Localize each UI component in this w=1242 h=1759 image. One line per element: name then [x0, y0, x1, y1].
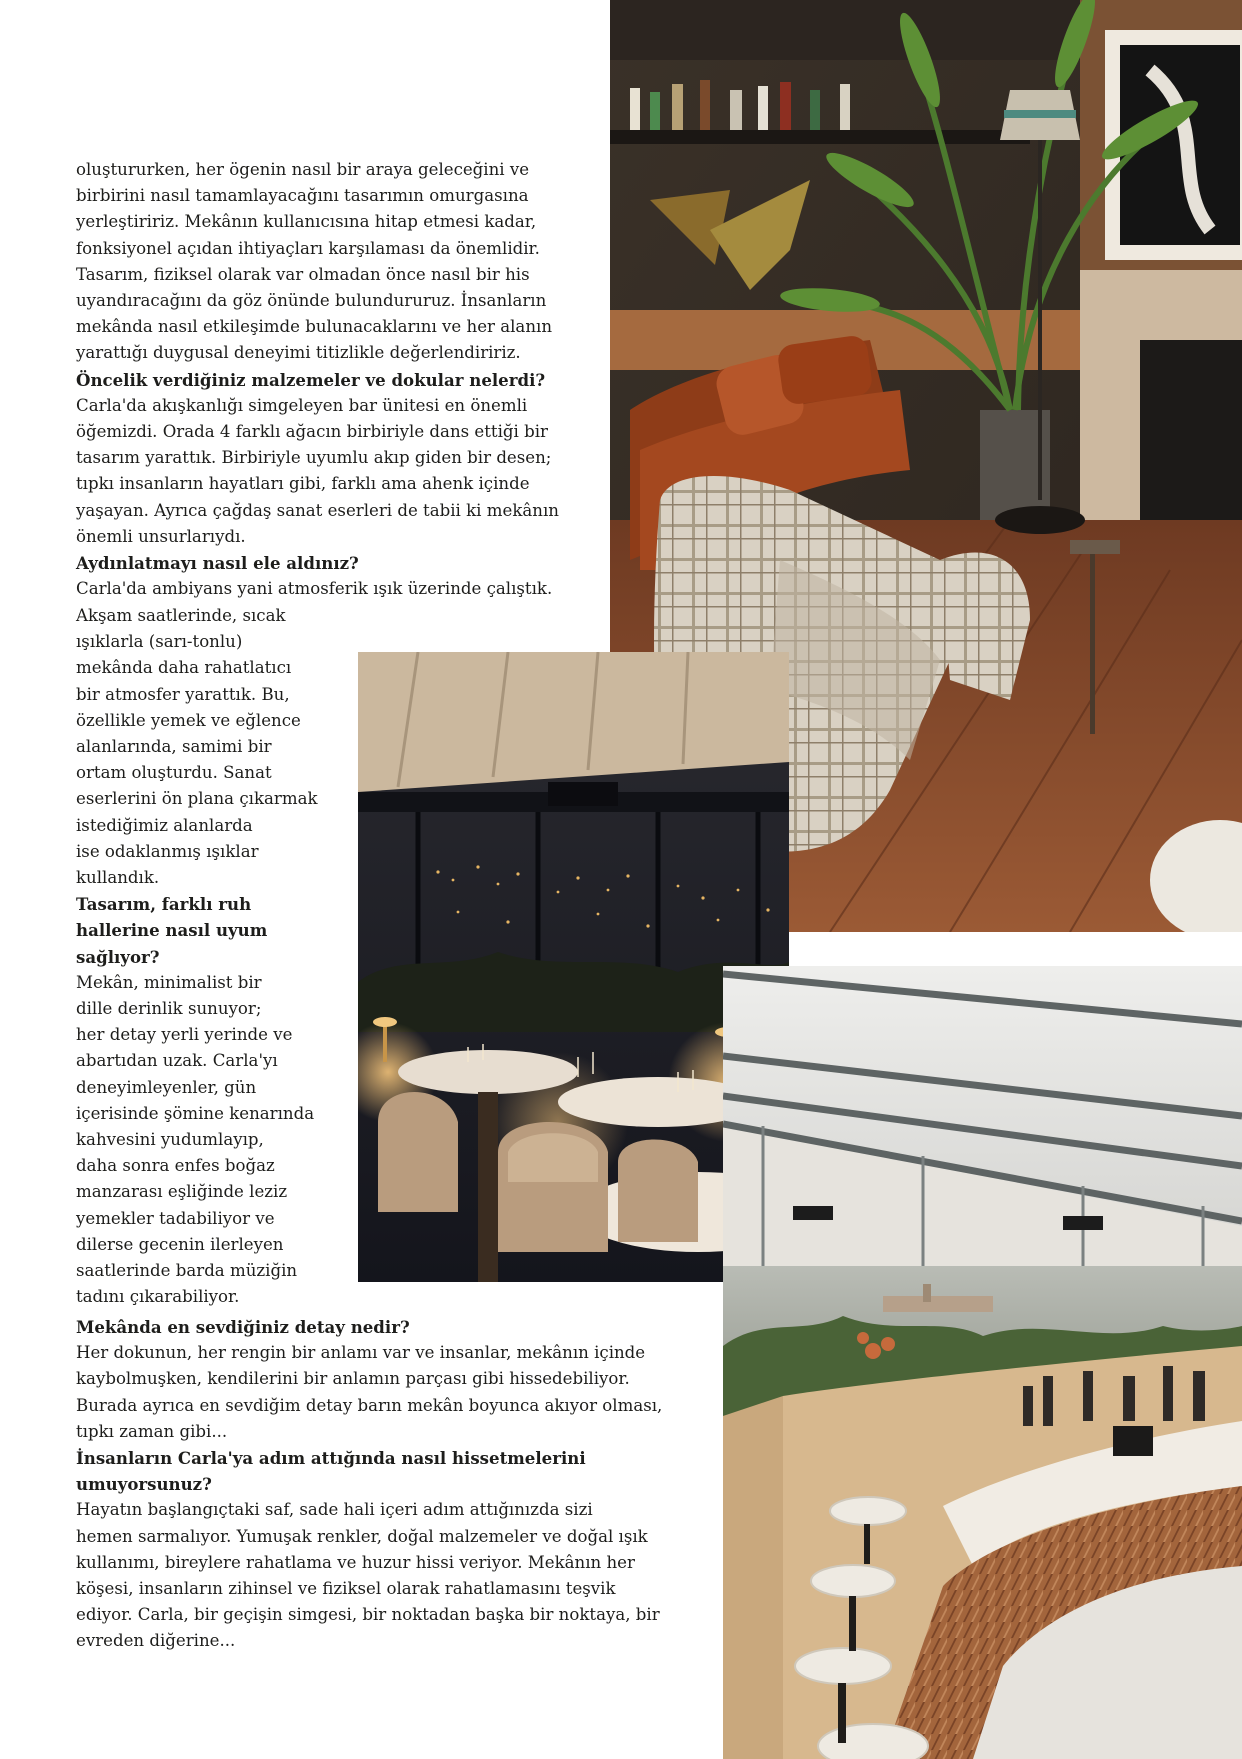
answer-moods: Mekân, minimalist bir dille derinlik sunuyor; her detay yerli yerinde ve abartıdan uzak. Carla'yı deneyimleyenler, gün içerisinde şömine kenarında kahvesini yudumlayıp, daha sonra enfes boğaz manzarası eşliğinde leziz yemekler tadabiliyor ve dilerse gecenin ilerleyen saatlerinde barda müziğin tadını çıkarabiliyor. [76, 972, 315, 1307]
article-text-bottom [76, 1314, 662, 1655]
answer-lighting-first-line: Carla'da ambiyans yani atmosferik ışık üzerinde çalıştık. [76, 579, 553, 599]
question-feeling: İnsanların Carla'ya adım attığında nasıl hissetmelerini umuyorsunuz? [76, 1448, 586, 1495]
answer-lighting-rest: Akşam saatlerinde, sıcak ışıklarla (sarı-tonlu) mekânda daha rahatlatıcı bir atmosfer yarattık. Bu, özellikle yemek ve eğlence alanlarında, samimi bir ortam oluşturdu. Sanat eserlerini ön plana çıkarmak istediğimiz alanlarda ise odaklanmış ışıklar kullandık. [76, 606, 318, 888]
intro-paragraph: oluştururken, her ögenin nasıl bir araya geleceğini ve birbirini nasıl tamamlayacağını tasarımın omurgasına yerleştiririz. Mekânın kullanıcısına hitap etmesi kadar, fonksiyonel açıdan ihtiyaçları karşılaması da önemlidir. Tasarım, fiziksel olarak var olmadan önce nasıl bir his uyandıracağını da göz önünde bulundururuz. İnsanların mekânda nasıl etkileşimde bulunacaklarını ve her alanın yarattığı duygusal deneyimi titizlikle değerlendiririz. [76, 160, 553, 363]
question-lighting: Aydınlatmayı nasıl ele aldınız? [76, 553, 359, 574]
answer-favourite-detail: Her dokunun, her rengin bir anlamı var ve insanlar, mekânın içinde kaybolmuşken, kendilerini bir anlamın parçası gibi hissedebiliyor. Burada ayrıca en sevdiğim detay barın mekân boyunca akıyor olması, tıpkı zaman gibi... [76, 1343, 663, 1441]
question-favourite-detail: Mekânda en sevdiğiniz detay nedir? [76, 1317, 410, 1337]
article-text-top [76, 157, 559, 602]
question-materials: Öncelik verdiğiniz malzemeler ve dokular nelerdi? [76, 369, 546, 390]
question-moods: Tasarım, farklı ruh hallerine nasıl uyum sağlıyor? [76, 894, 268, 967]
answer-feeling: Hayatın başlangıçtaki saf, sade hali içeri adım attığınızda sizi hemen sarmalıyor. Yumuşak renkler, doğal malzemeler ve doğal ışık kullanımı, bireylere rahatlama ve huzur hissi veriyor. Mekânın her köşesi, insanların zihinsel ve fiziksel olarak rahatlamasını teşvik ediyor. Carla, bir geçişin simgesi, bir noktadan başka bir noktaya, bir evreden diğerine... [76, 1500, 660, 1651]
answer-materials: Carla'da akışkanlığı simgeleyen bar ünitesi en önemli öğemizdi. Orada 4 farklı ağacın birbiriyle dans ettiği bir tasarım yarattık. Birbiriyle uyumlu akıp giden bir desen; tıpkı insanların hayatları gibi, farklı ama ahenk içinde yaşayan. Ayrıca çağdaş sanat eserleri de tabii ki mekânın önemli unsurlarıydı. [76, 395, 559, 546]
article-text-middle [76, 603, 318, 1310]
bar-photo [723, 966, 1242, 1759]
